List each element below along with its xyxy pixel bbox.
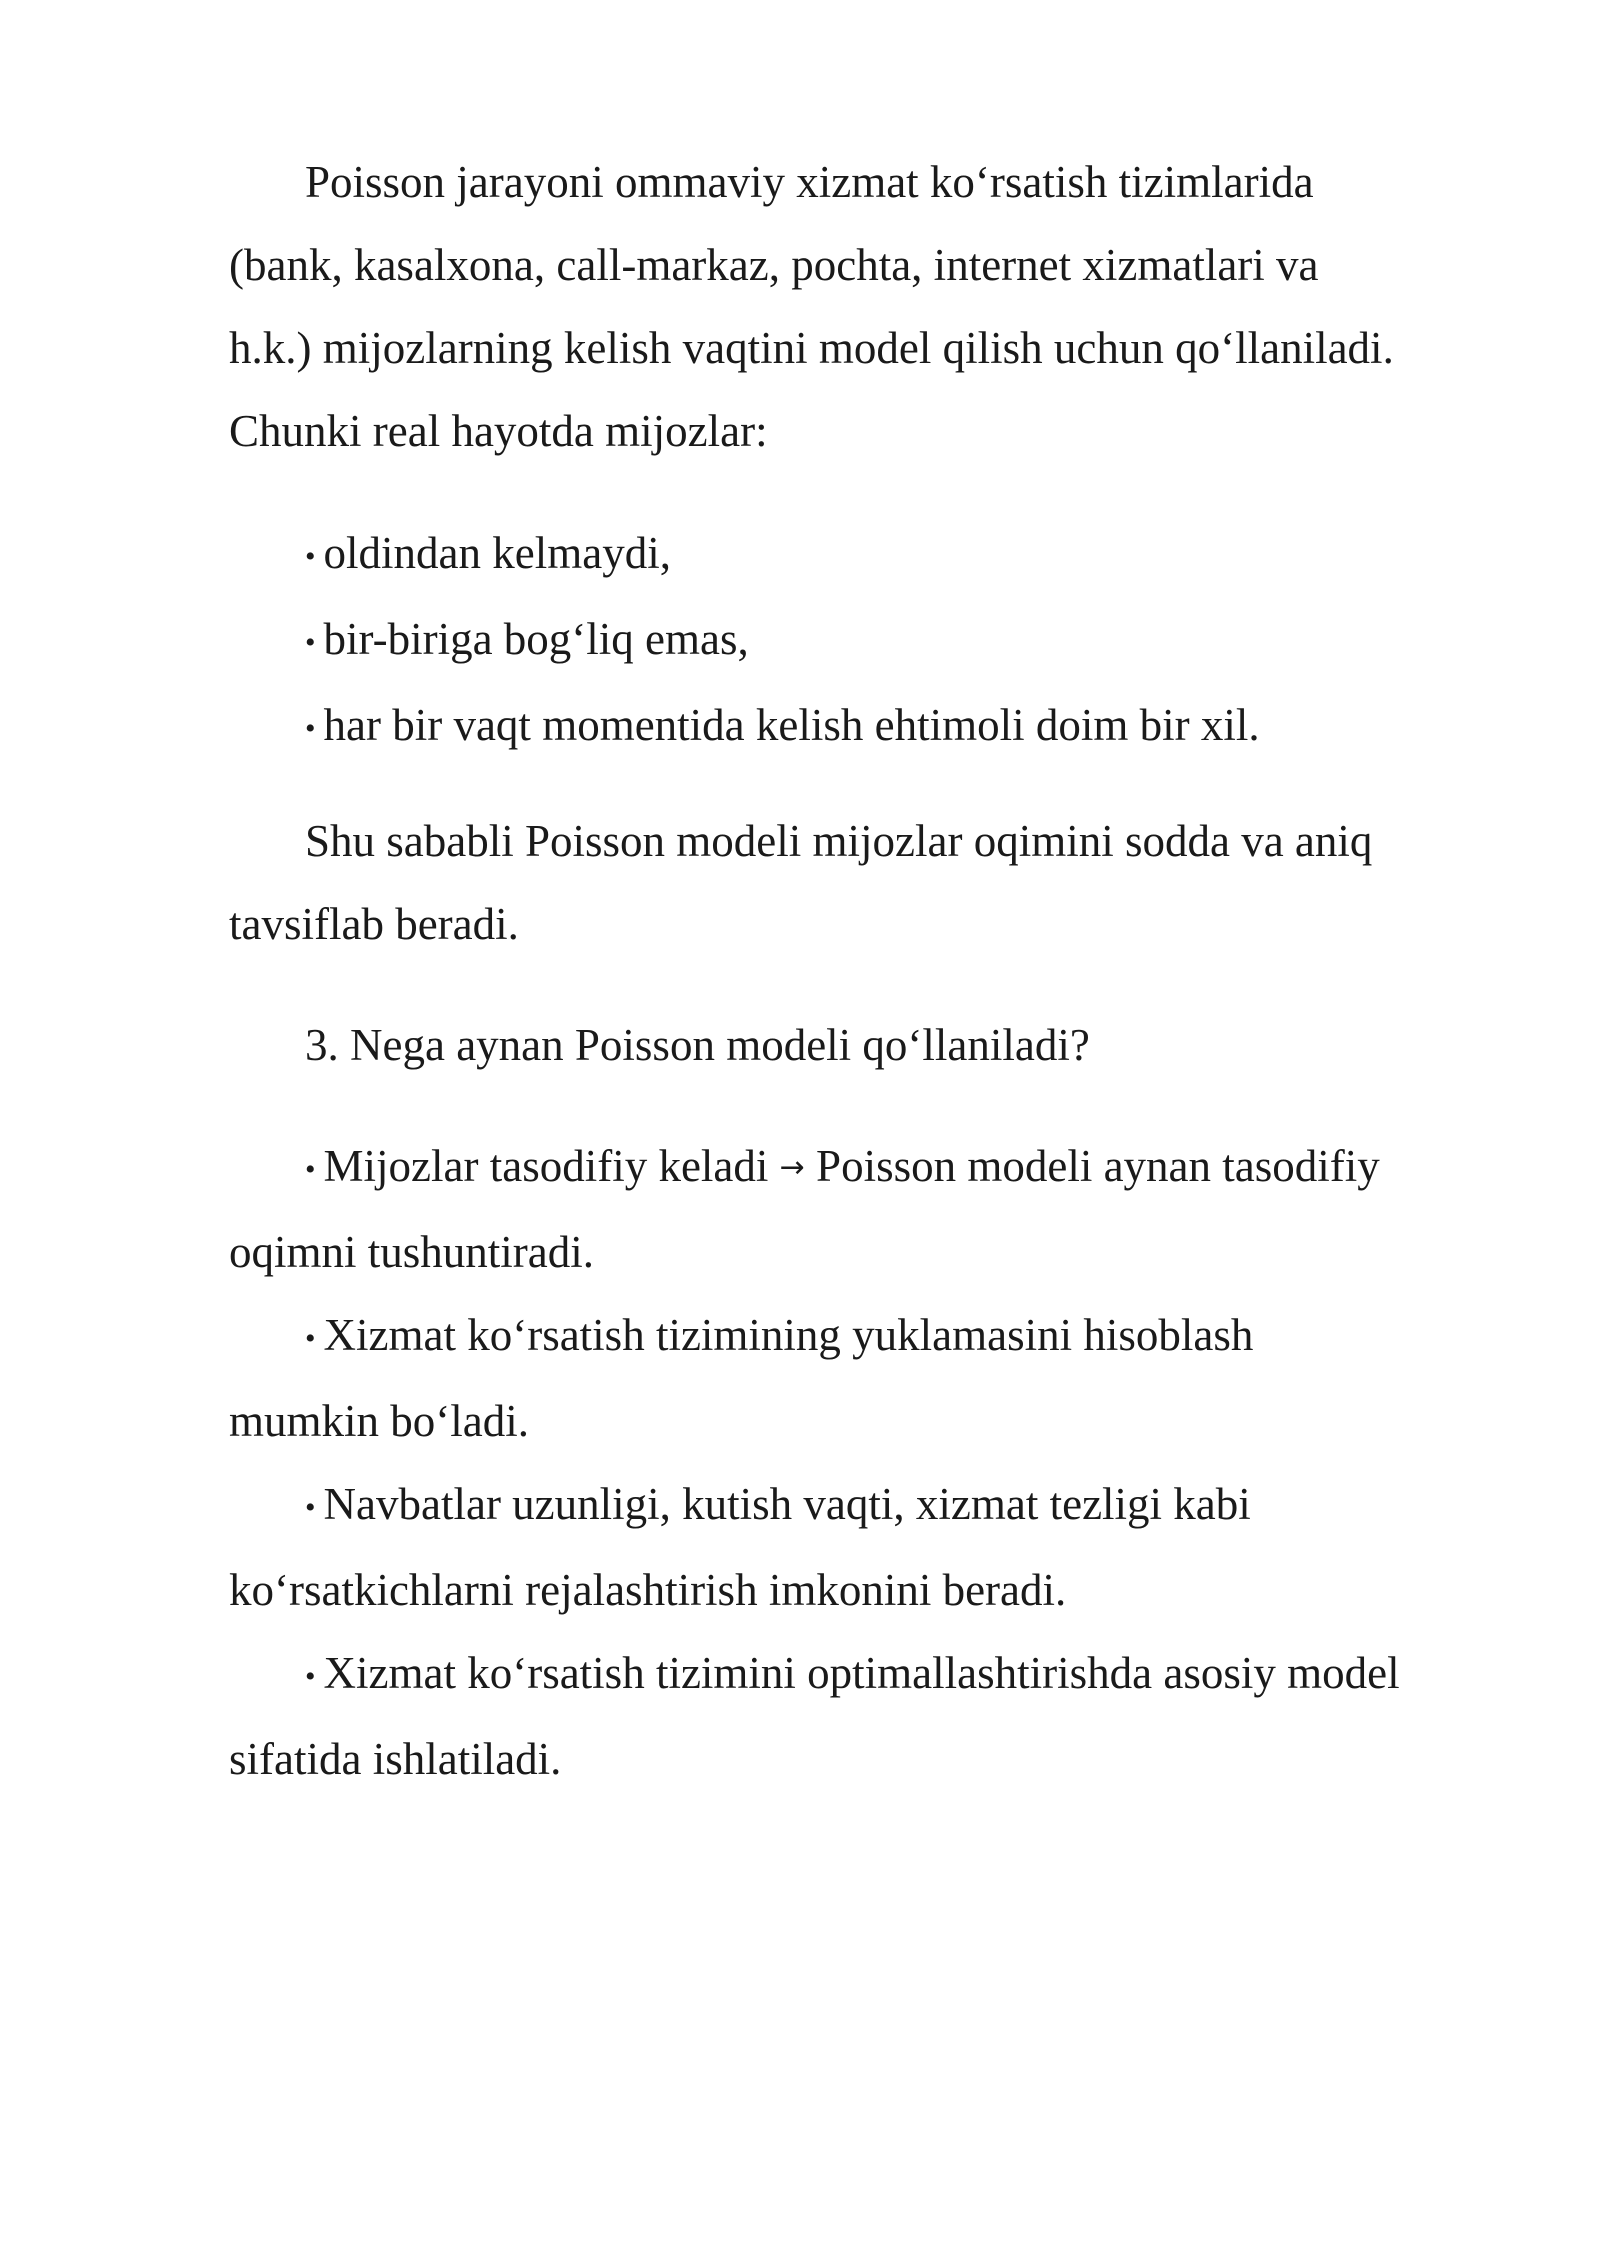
intro-paragraph bbox=[229, 141, 1481, 473]
bullet-icon: • bbox=[305, 540, 316, 573]
list-item bbox=[229, 512, 1481, 598]
list-item bbox=[229, 598, 1481, 684]
conclusion-line-1: Shu sababli Poisson modeli mijozlar oqimini sodda va aniq bbox=[305, 816, 1373, 866]
list-item-continuation: sifatida ishlatiladi. bbox=[229, 1734, 562, 1784]
list-item-continuation: mumkin bo‘ladi. bbox=[229, 1396, 529, 1446]
bullet-icon: • bbox=[305, 712, 316, 745]
conclusion-paragraph bbox=[229, 800, 1481, 966]
list-item-continuation: oqimni tushuntiradi. bbox=[229, 1227, 594, 1277]
intro-line-1: Poisson jarayoni ommaviy xizmat ko‘rsatish tizimlarida bbox=[305, 157, 1314, 207]
section-heading-text: 3. Nega aynan Poisson modeli qo‘llaniladi? bbox=[305, 1020, 1090, 1070]
list-item bbox=[229, 1463, 1481, 1549]
right-arrow-icon: → bbox=[779, 1150, 805, 1185]
list-item-continuation: ko‘rsatkichlarni rejalashtirish imkonini beradi. bbox=[229, 1565, 1067, 1615]
list-item bbox=[229, 684, 1481, 770]
list-item-text: Xizmat ko‘rsatish tizimini optimallashtirishda asosiy model bbox=[323, 1648, 1400, 1698]
list-item-text: har bir vaqt momentida kelish ehtimoli doim bir xil. bbox=[323, 700, 1260, 750]
list-item-text: Poisson modeli aynan tasodifiy bbox=[816, 1141, 1380, 1191]
bullet-icon: • bbox=[305, 1322, 316, 1355]
intro-line-2: (bank, kasalxona, call-markaz, pochta, internet xizmatlari va bbox=[229, 240, 1319, 290]
bullet-list-2 bbox=[229, 1125, 1481, 1801]
conclusion-line-2: tavsiflab beradi. bbox=[229, 899, 519, 949]
bullet-list-1 bbox=[229, 512, 1481, 770]
intro-line-3: h.k.) mijozlarning kelish vaqtini model qilish uchun qo‘llaniladi. bbox=[229, 323, 1394, 373]
intro-line-4: Chunki real hayotda mijozlar: bbox=[229, 406, 768, 456]
section-heading bbox=[229, 1004, 1481, 1087]
list-item-text: Navbatlar uzunligi, kutish vaqti, xizmat tezligi kabi bbox=[323, 1479, 1251, 1529]
list-item bbox=[229, 1125, 1481, 1211]
bullet-icon: • bbox=[305, 1491, 316, 1524]
bullet-icon: • bbox=[305, 1153, 316, 1186]
list-item-text: Xizmat ko‘rsatish tizimining yuklamasini hisoblash bbox=[323, 1310, 1254, 1360]
bullet-icon: • bbox=[305, 626, 316, 659]
list-item bbox=[229, 1632, 1481, 1718]
list-item-text: bir-biriga bog‘liq emas, bbox=[323, 614, 749, 664]
list-item-text: Mijozlar tasodifiy keladi bbox=[323, 1141, 769, 1191]
list-item bbox=[229, 1294, 1481, 1380]
list-item-text: oldindan kelmaydi, bbox=[323, 528, 671, 578]
bullet-icon: • bbox=[305, 1660, 316, 1693]
